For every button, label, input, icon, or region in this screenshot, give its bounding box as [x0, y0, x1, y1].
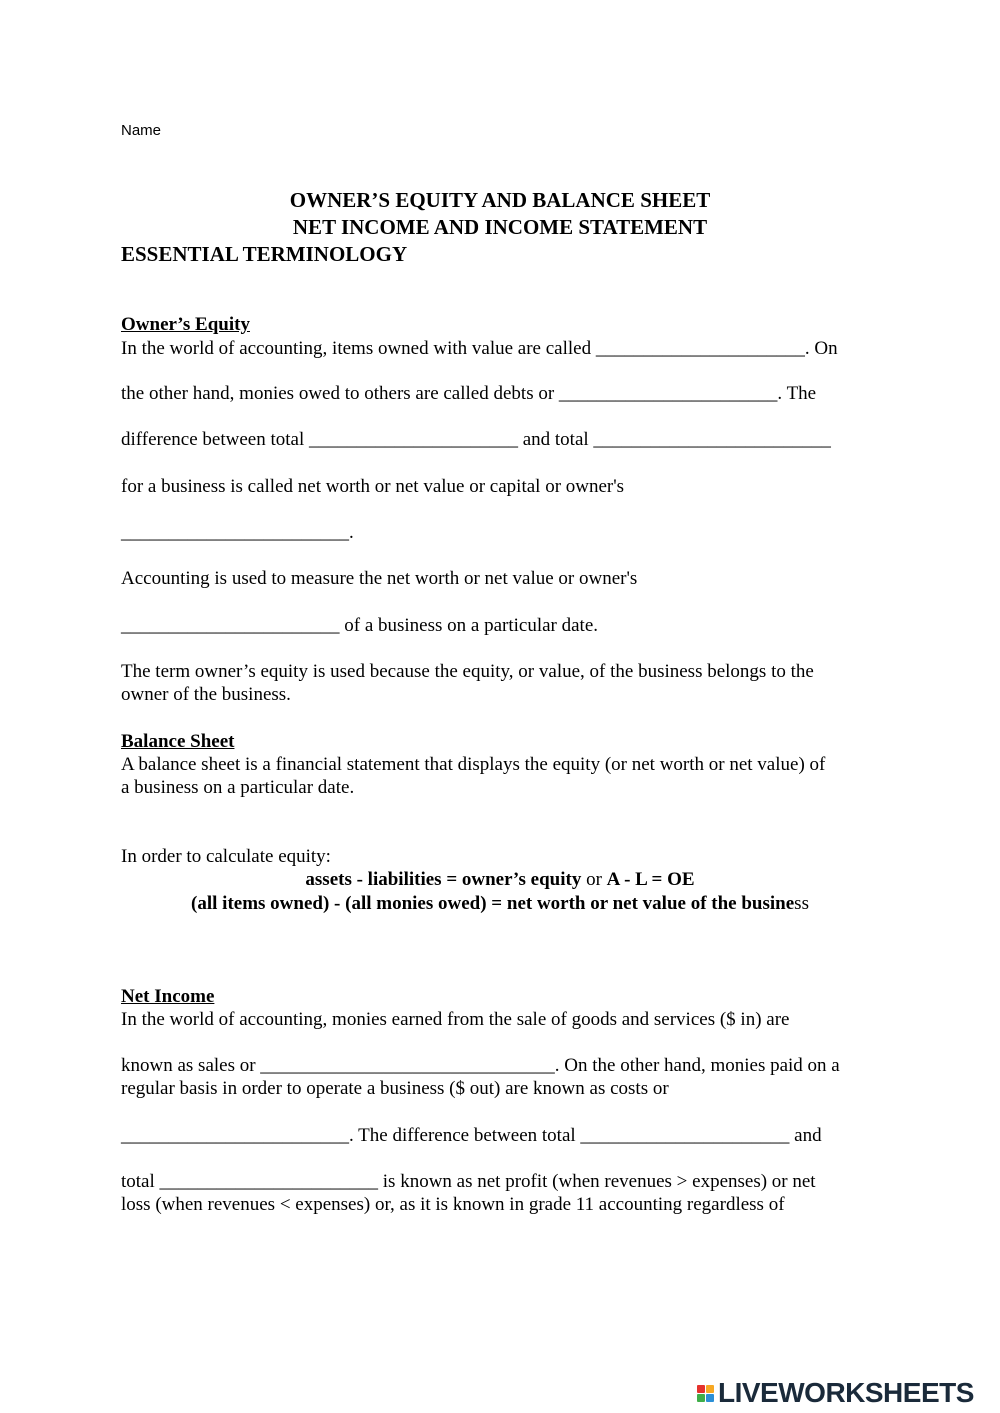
logo-grid-icon	[697, 1385, 714, 1402]
equity-formula-1	[0, 869, 1000, 891]
net-income-line-3: regular basis in order to operate a business ($ out) are known as costs or	[121, 1078, 669, 1099]
title-line-2: NET INCOME AND INCOME STATEMENT	[292, 215, 708, 239]
net-income-line-2: known as sales or _______________________________. On the other hand, monies paid on a	[121, 1055, 840, 1076]
owners-equity-heading: Owner’s Equity	[121, 314, 250, 335]
owners-equity-line-7: _______________________ of a business on a particular date.	[121, 615, 599, 636]
formula-2-main: (all items owned) - (all monies owed) = net worth or net value of the busine	[191, 893, 795, 914]
formula-1-abbr: A - L = OE	[606, 869, 695, 890]
owners-equity-line-4: for a business is called net worth or net value or capital or owner's	[121, 476, 625, 497]
logo-square-2	[706, 1385, 714, 1393]
logo-square-4	[706, 1394, 714, 1402]
title-line-3: ESSENTIAL TERMINOLOGY	[121, 242, 408, 266]
logo-brand-text: LIVEWORKSHEETS	[718, 1377, 974, 1408]
net-income-line-6: loss (when revenues < expenses) or, as it is known in grade 11 accounting regardless of	[121, 1194, 785, 1215]
owners-equity-line-8: The term owner’s equity is used because the equity, or value, of the business belongs to the	[121, 661, 814, 682]
net-income-heading: Net Income	[121, 986, 215, 1007]
formula-1-main: assets - liabilities = owner’s equity	[305, 869, 582, 890]
net-income-line-4: ________________________. The difference between total ______________________ and	[121, 1125, 822, 1146]
owners-equity-line-3: difference between total ______________________ and total _________________________	[121, 429, 831, 450]
formula-1-or: or	[581, 869, 607, 890]
title-line-1: OWNER’S EQUITY AND BALANCE SHEET	[289, 188, 711, 212]
owners-equity-line-6: Accounting is used to measure the net worth or net value or owner's	[121, 568, 638, 589]
liveworksheets-logo[interactable]	[697, 1378, 974, 1408]
equity-calc-intro: In order to calculate equity:	[121, 846, 331, 867]
owners-equity-line-5: ________________________.	[121, 522, 354, 543]
logo-square-3	[697, 1394, 705, 1402]
owners-equity-line-1: In the world of accounting, items owned with value are called ______________________. On	[121, 338, 838, 359]
net-income-line-5: total _______________________ is known as net profit (when revenues > expenses) or net	[121, 1171, 816, 1192]
net-income-line-1: In the world of accounting, monies earned from the sale of goods and services ($ in) are	[121, 1009, 790, 1030]
owners-equity-line-2: the other hand, monies owed to others are called debts or _______________________. The	[121, 383, 817, 404]
balance-sheet-heading: Balance Sheet	[121, 731, 235, 752]
logo-square-1	[697, 1385, 705, 1393]
formula-2-tail: ss	[794, 893, 809, 914]
balance-sheet-line-1: A balance sheet is a financial statement that displays the equity (or net worth or net value) of	[121, 754, 826, 775]
equity-formula-2	[0, 893, 1000, 915]
owners-equity-line-9: owner of the business.	[121, 684, 291, 705]
balance-sheet-line-2: a business on a particular date.	[121, 777, 355, 798]
name-label: Name	[121, 122, 162, 139]
